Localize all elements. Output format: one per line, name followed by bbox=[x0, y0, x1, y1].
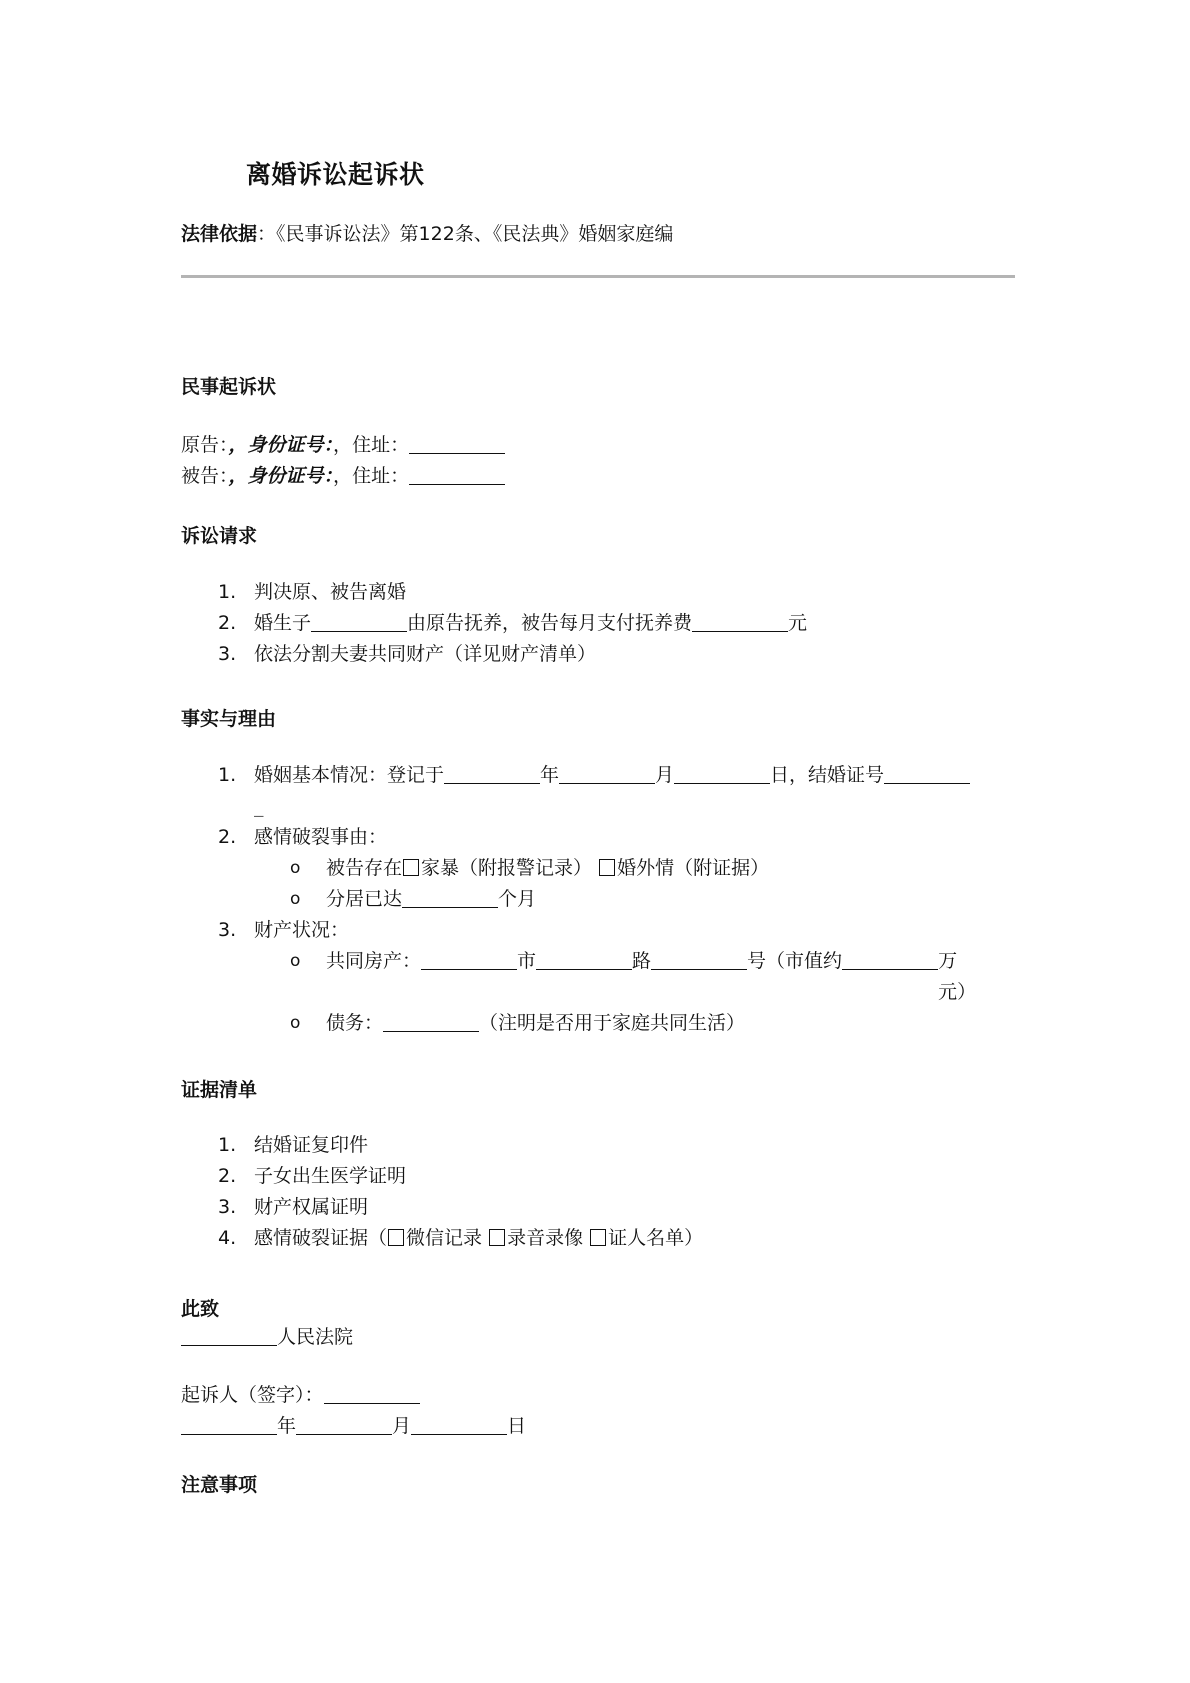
date-line bbox=[181, 1411, 526, 1438]
legal-basis-law-1: 《民事诉讼法》第 bbox=[276, 223, 419, 245]
defendant-address-blank[interactable] bbox=[409, 466, 505, 485]
claim-text: 判决原、被告离婚 bbox=[254, 581, 407, 603]
plaintiff-line bbox=[181, 430, 505, 457]
plaintiff-comma-1: ， bbox=[228, 434, 248, 456]
fact-text: 月 bbox=[655, 764, 675, 786]
date-month-blank[interactable] bbox=[296, 1416, 392, 1435]
fact-text: 市 bbox=[517, 950, 537, 972]
fact-text: 婚外情（附证据） bbox=[617, 857, 770, 879]
bullet-marker: o bbox=[290, 858, 301, 878]
property-road-blank[interactable] bbox=[536, 951, 632, 970]
checkbox-affair[interactable] bbox=[599, 859, 615, 876]
claim-text: 由原告抚养，被告每月支付抚养费 bbox=[407, 612, 693, 634]
fact-text: 年 bbox=[540, 764, 560, 786]
marriage-month-blank[interactable] bbox=[559, 765, 655, 784]
list-item bbox=[218, 822, 970, 915]
list-item bbox=[218, 1161, 703, 1192]
fact-text: 路 bbox=[632, 950, 652, 972]
plaintiff-id-label: 身份证号： bbox=[247, 434, 334, 456]
support-amount-blank[interactable] bbox=[692, 613, 788, 632]
defendant-line bbox=[181, 461, 505, 488]
list-item bbox=[290, 1008, 970, 1039]
legal-basis-law-2: 条、《民法典》婚姻家庭编 bbox=[454, 223, 674, 245]
court-name-blank[interactable] bbox=[181, 1327, 277, 1346]
checkbox-wechat-records[interactable] bbox=[388, 1229, 404, 1246]
list-item bbox=[218, 608, 807, 639]
legal-basis-article-no: 122 bbox=[418, 223, 455, 245]
fact-text: 日，结婚证号 bbox=[770, 764, 885, 786]
closing-heading: 此致 bbox=[181, 1298, 220, 1320]
marriage-day-blank[interactable] bbox=[674, 765, 770, 784]
fact-text: 家暴（附报警记录） bbox=[421, 857, 593, 879]
plaintiff-address-label: 住址： bbox=[352, 434, 410, 456]
date-year-label: 年 bbox=[277, 1415, 297, 1437]
fact-text: 共同房产： bbox=[326, 950, 422, 972]
court-line bbox=[181, 1322, 353, 1349]
fact-text: 感情破裂事由： bbox=[254, 826, 388, 848]
fact-text: 个月 bbox=[498, 888, 537, 910]
signature-blank[interactable] bbox=[324, 1385, 420, 1404]
fact-text: 被告存在 bbox=[326, 857, 403, 879]
evidence-text: 证人名单） bbox=[608, 1227, 704, 1249]
legal-basis-colon: ： bbox=[257, 223, 277, 245]
list-item bbox=[218, 1130, 703, 1161]
list-number: 3. bbox=[218, 1196, 237, 1218]
plaintiff-address-blank[interactable] bbox=[409, 435, 505, 454]
property-value-blank[interactable] bbox=[842, 951, 938, 970]
defendant-prefix: 被告： bbox=[181, 465, 229, 487]
legal-basis-label: 法律依据 bbox=[181, 223, 258, 245]
defendant-comma-2: ， bbox=[333, 465, 353, 487]
horizontal-divider bbox=[181, 275, 1015, 278]
bullet-marker: o bbox=[290, 951, 301, 971]
claim-text: 元 bbox=[788, 612, 808, 634]
list-number: 4. bbox=[218, 1227, 237, 1249]
defendant-address-label: 住址： bbox=[352, 465, 410, 487]
notes-heading: 注意事项 bbox=[181, 1474, 258, 1496]
fact-text: 分居已达 bbox=[326, 888, 403, 910]
property-city-blank[interactable] bbox=[421, 951, 517, 970]
list-number: 1. bbox=[218, 1134, 237, 1156]
date-month-label: 月 bbox=[392, 1415, 412, 1437]
plaintiff-comma-2: ， bbox=[333, 434, 353, 456]
court-suffix: 人民法院 bbox=[277, 1326, 354, 1348]
section-heading-evidence: 证据清单 bbox=[181, 1079, 258, 1101]
legal-basis-line bbox=[181, 219, 673, 246]
checkbox-witness-list[interactable] bbox=[590, 1229, 606, 1246]
signer-label: 起诉人（签字）： bbox=[181, 1384, 324, 1406]
evidence-text: 微信记录 bbox=[406, 1227, 483, 1249]
list-item bbox=[218, 577, 807, 608]
checkbox-domestic-violence[interactable] bbox=[403, 859, 419, 876]
fact-text: 财产状况： bbox=[254, 919, 350, 941]
section-heading-claims: 诉讼请求 bbox=[181, 525, 258, 547]
list-number: 3. bbox=[218, 643, 237, 665]
debt-blank[interactable] bbox=[383, 1013, 479, 1032]
list-item bbox=[218, 1223, 703, 1254]
list-number: 2. bbox=[218, 1165, 237, 1187]
property-list bbox=[254, 946, 977, 1039]
claims-list bbox=[218, 577, 807, 670]
certificate-no-blank[interactable] bbox=[884, 765, 970, 784]
plaintiff-prefix: 原告： bbox=[181, 434, 229, 456]
fact-text: 号（市值约 bbox=[747, 950, 843, 972]
defendant-id-label: 身份证号： bbox=[247, 465, 334, 487]
evidence-text: 感情破裂证据（ bbox=[254, 1227, 388, 1249]
evidence-text: 录音录像 bbox=[507, 1227, 584, 1249]
list-number: 2. bbox=[218, 826, 237, 848]
claim-text: 婚生子 bbox=[254, 612, 312, 634]
section-heading-facts: 事实与理由 bbox=[181, 708, 277, 730]
evidence-text: 财产权属证明 bbox=[254, 1196, 369, 1218]
evidence-list bbox=[218, 1130, 703, 1254]
evidence-text: 结婚证复印件 bbox=[254, 1134, 369, 1156]
list-number: 2. bbox=[218, 612, 237, 634]
marriage-year-blank[interactable] bbox=[444, 765, 540, 784]
list-number: 1. bbox=[218, 581, 237, 603]
fact-text: 债务： bbox=[326, 1012, 384, 1034]
certificate-no-wrap: _ bbox=[254, 795, 264, 817]
breakdown-reasons-list bbox=[254, 853, 970, 915]
claim-text: 依法分割夫妻共同财产（详见财产清单） bbox=[254, 643, 597, 665]
list-item bbox=[218, 760, 970, 822]
list-item bbox=[218, 915, 977, 1039]
list-item bbox=[218, 1192, 703, 1223]
defendant-comma-1: ， bbox=[228, 465, 248, 487]
bullet-marker: o bbox=[290, 1013, 301, 1033]
separation-months-blank[interactable] bbox=[402, 889, 498, 908]
date-year-blank[interactable] bbox=[181, 1416, 277, 1435]
date-day-blank[interactable] bbox=[411, 1416, 507, 1435]
bullet-marker: o bbox=[290, 889, 301, 909]
list-number: 1. bbox=[218, 764, 237, 786]
list-item bbox=[290, 946, 977, 1008]
facts-list bbox=[218, 760, 977, 1039]
fact-text: 婚姻基本情况：登记于 bbox=[254, 764, 445, 786]
list-number: 3. bbox=[218, 919, 237, 941]
signer-line bbox=[181, 1380, 420, 1407]
fact-text: 万元） bbox=[938, 950, 977, 1003]
document-title: 离婚诉讼起诉状 bbox=[246, 160, 425, 189]
list-item bbox=[290, 853, 970, 884]
checkbox-recordings[interactable] bbox=[489, 1229, 505, 1246]
list-item bbox=[290, 884, 970, 915]
date-day-label: 日 bbox=[507, 1415, 527, 1437]
section-heading-complaint: 民事起诉状 bbox=[181, 376, 277, 398]
property-number-blank[interactable] bbox=[651, 951, 747, 970]
list-item bbox=[218, 639, 807, 670]
fact-text: （注明是否用于家庭共同生活） bbox=[479, 1012, 746, 1034]
evidence-text: 子女出生医学证明 bbox=[254, 1165, 407, 1187]
child-name-blank[interactable] bbox=[311, 613, 407, 632]
